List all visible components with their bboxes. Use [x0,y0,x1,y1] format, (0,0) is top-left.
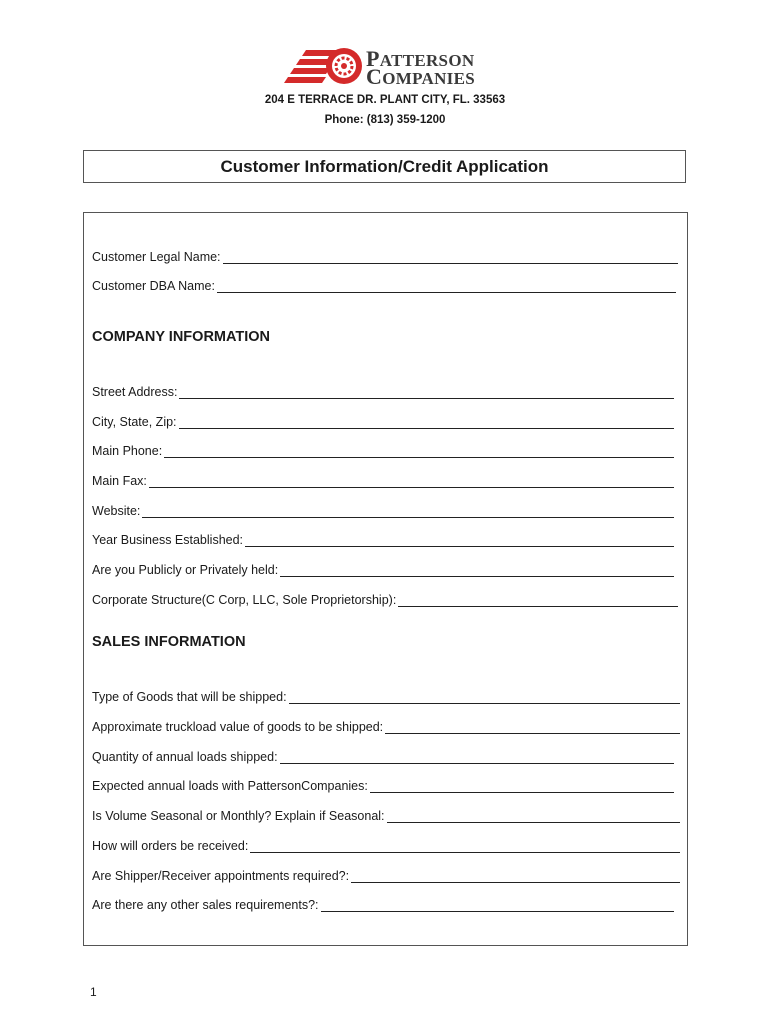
truckload-value-field[interactable] [92,718,680,734]
input-line[interactable] [280,564,674,577]
input-line[interactable] [217,280,676,293]
input-line[interactable] [321,899,674,912]
input-line[interactable] [149,475,674,488]
expected-annual-loads-field[interactable] [92,777,674,793]
input-line[interactable] [179,416,674,429]
form-title-box [83,150,686,183]
input-line[interactable] [250,840,680,853]
appointments-required-field[interactable] [92,867,680,883]
customer-legal-name-field[interactable] [92,248,678,264]
field-label: Quantity of annual loads shipped: [92,750,278,764]
form-title: Customer Information/Credit Application [220,156,549,176]
application-form [83,212,688,946]
input-line[interactable] [280,751,674,764]
input-line[interactable] [370,780,674,793]
field-label: Approximate truckload value of goods to be shipped: [92,720,384,734]
field-label: Year Business Established: [92,533,244,547]
field-label: Expected annual loads with PattersonCompanies: [92,779,368,793]
logo-text-line1: PATTERSON [366,46,475,71]
input-line[interactable] [351,870,680,883]
other-requirements-field[interactable] [92,896,674,912]
corporate-structure-field[interactable] [92,591,678,607]
input-line[interactable] [289,691,680,704]
year-established-field[interactable] [92,531,674,547]
sales-info-heading: SALES INFORMATION [92,634,246,650]
input-line[interactable] [387,810,680,823]
field-label: City, State, Zip: [92,415,177,429]
field-label: How will orders be received: [92,839,249,853]
street-address-field[interactable] [92,383,674,399]
logo-emblem-icon [284,44,364,88]
company-info-heading: COMPANY INFORMATION [92,329,271,345]
city-state-zip-field[interactable] [92,413,674,429]
page-number: 1 [90,985,97,999]
field-label: Type of Goods that will be shipped: [92,690,287,704]
customer-dba-name-field[interactable] [92,277,676,293]
field-label: Main Fax: [92,474,147,488]
website-field[interactable] [92,502,674,518]
input-line[interactable] [223,251,678,264]
field-label: Are Shipper/Receiver appointments required?: [92,869,350,883]
input-line[interactable] [245,534,674,547]
field-label: Is Volume Seasonal or Monthly? Explain if Seasonal: [92,809,385,823]
logo-text-line2: COMPANIES [366,64,475,89]
main-phone-field[interactable] [92,442,674,458]
company-phone: Phone: (813) 359-1200 [324,114,446,126]
main-fax-field[interactable] [92,472,674,488]
field-label: Street Address: [92,385,178,399]
company-logo [284,44,484,88]
field-label: Website: [92,504,141,518]
volume-seasonal-field[interactable] [92,807,680,823]
input-line[interactable] [142,505,674,518]
goods-type-field[interactable] [92,688,680,704]
input-line[interactable] [164,445,674,458]
annual-loads-quantity-field[interactable] [92,748,674,764]
field-label: Are you Publicly or Privately held: [92,563,279,577]
input-line[interactable] [385,721,680,734]
public-private-field[interactable] [92,561,674,577]
field-label: Corporate Structure(C Corp, LLC, Sole Proprietorship): [92,593,397,607]
field-label: Are there any other sales requirements?: [92,898,319,912]
field-label: Customer Legal Name: [92,250,221,264]
company-address: 204 E TERRACE DR. PLANT CITY, FL. 33563 [264,94,506,106]
field-label: Customer DBA Name: [92,279,215,293]
input-line[interactable] [179,386,674,399]
orders-received-field[interactable] [92,837,680,853]
field-label: Main Phone: [92,444,163,458]
input-line[interactable] [398,594,678,607]
